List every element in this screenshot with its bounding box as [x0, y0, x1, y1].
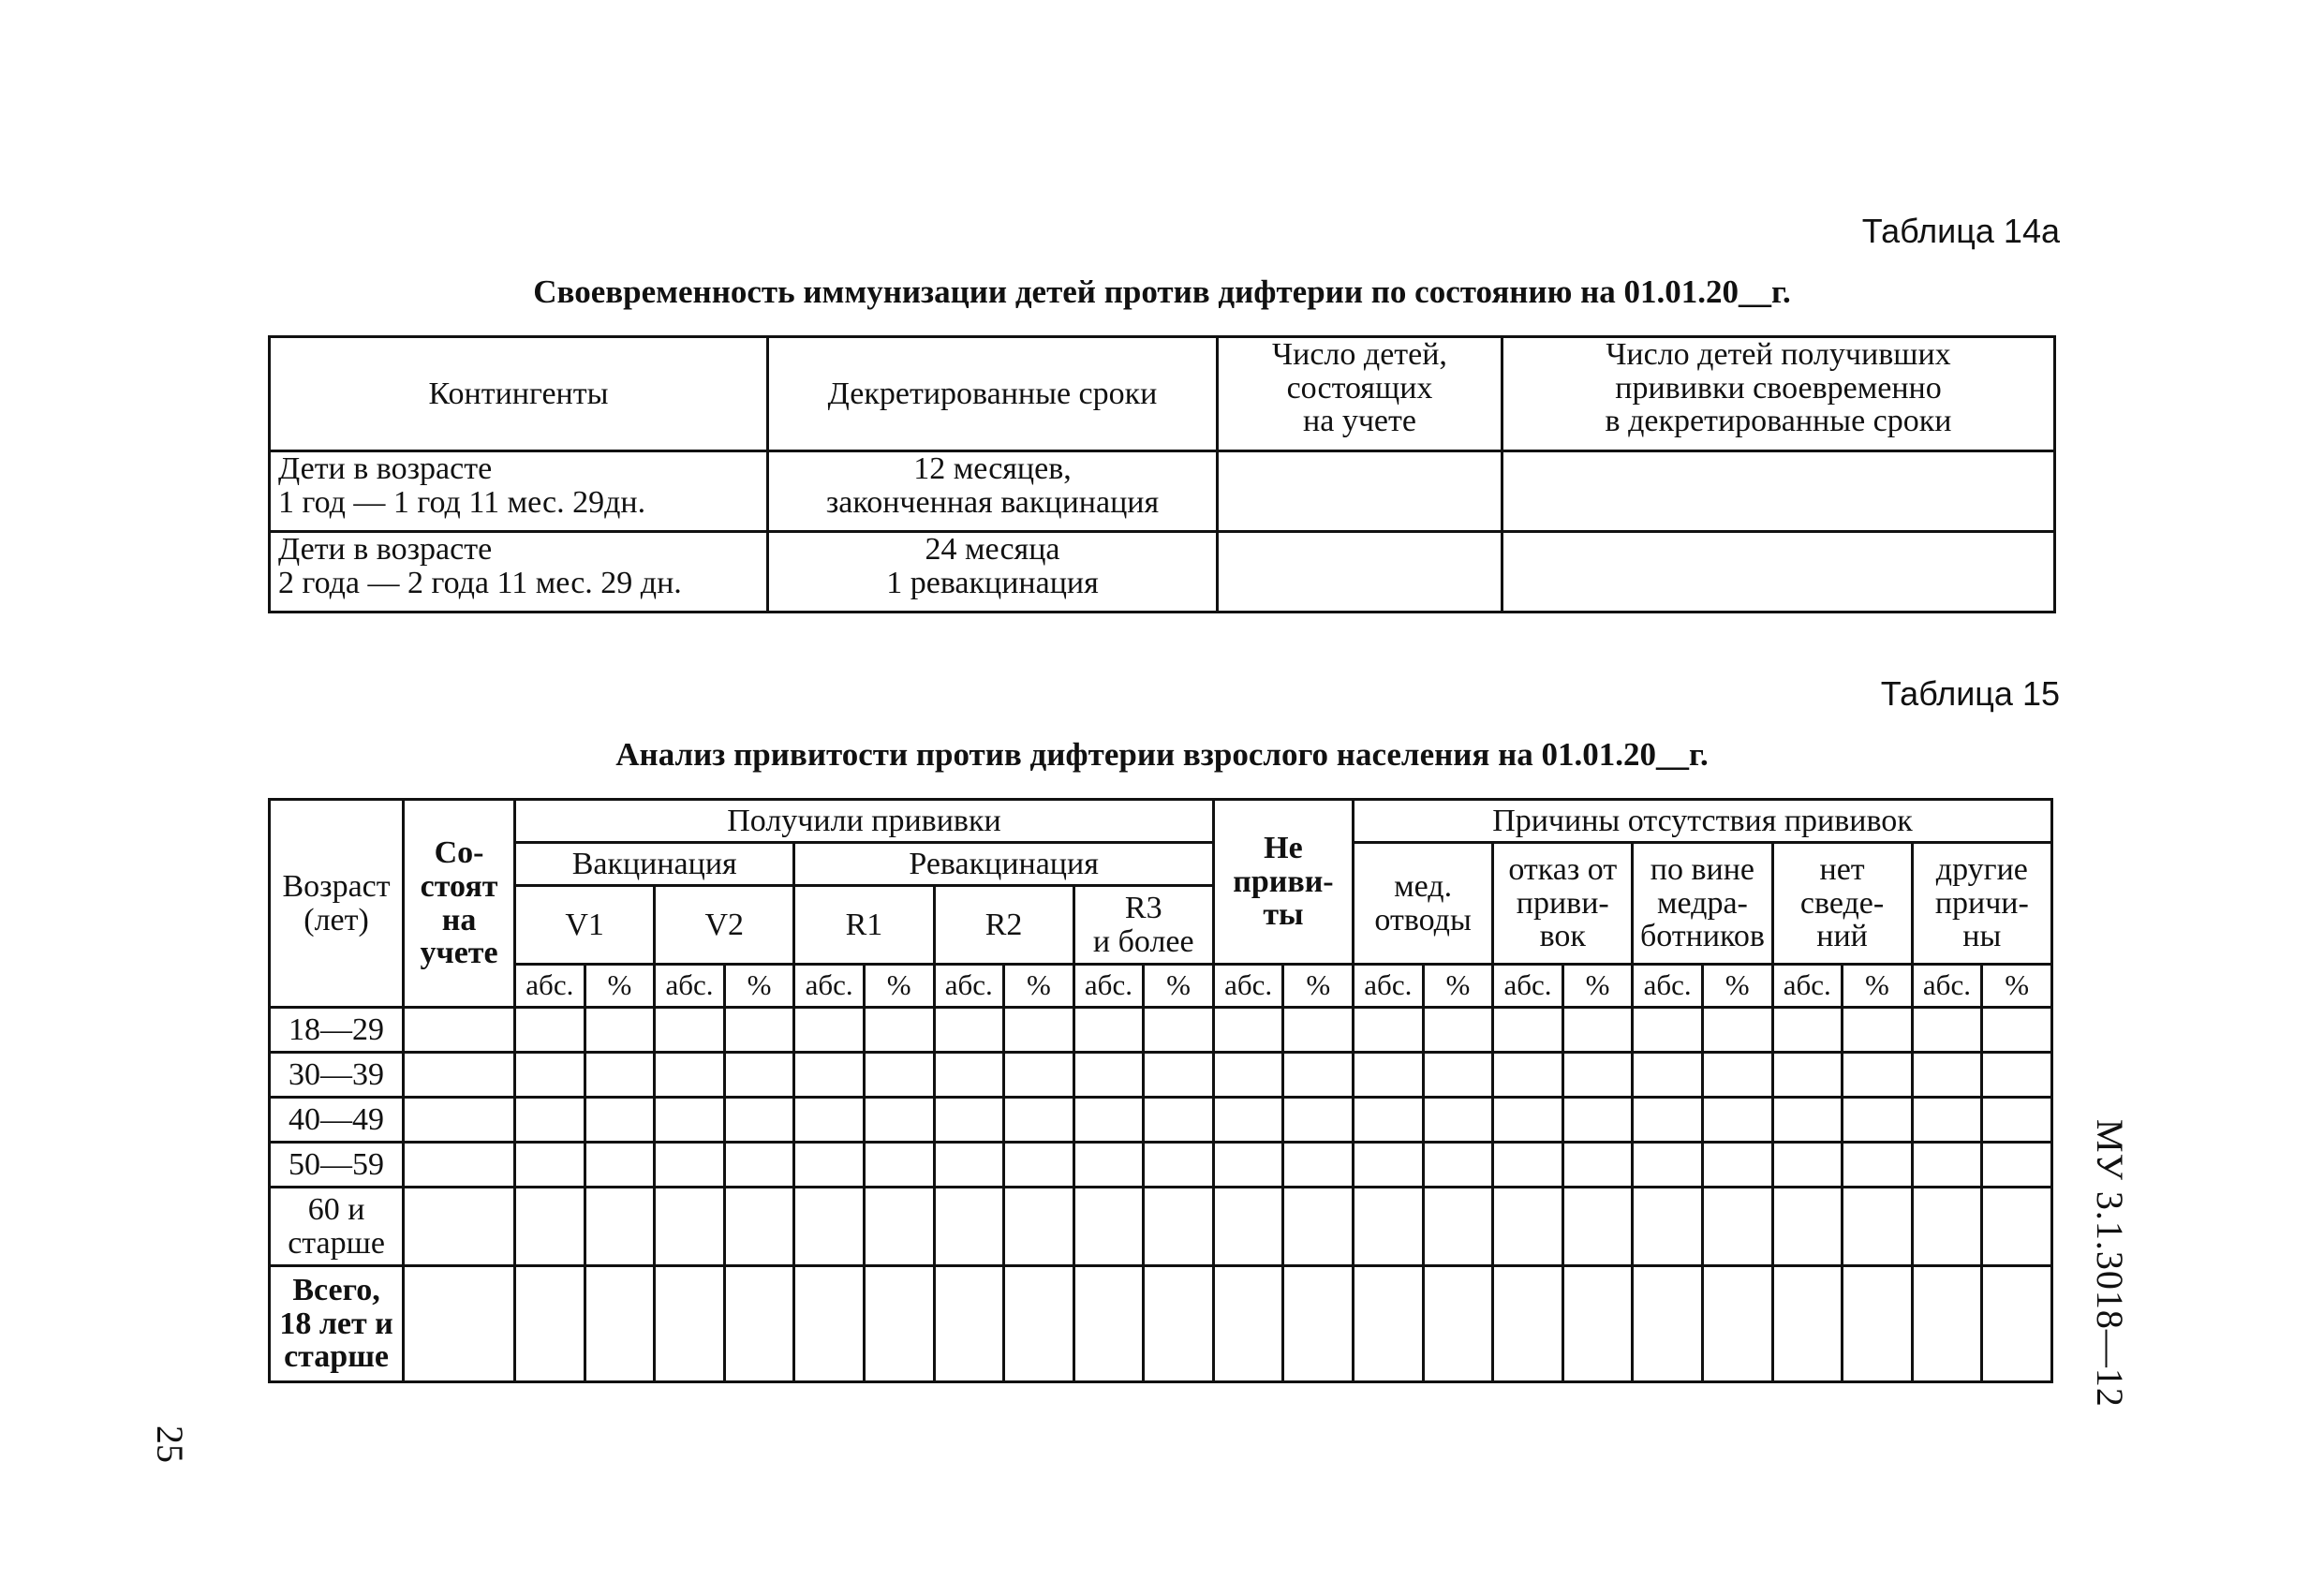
value-cell	[1702, 1053, 1772, 1098]
value-cell	[1982, 1098, 2052, 1143]
value-cell	[1213, 1188, 1283, 1266]
value-cell	[1283, 1143, 1354, 1188]
value-cell	[1423, 1143, 1493, 1188]
age-cell: 50—59	[270, 1143, 404, 1188]
value-cell	[1912, 1188, 1982, 1266]
abs-header: абс.	[1633, 965, 1703, 1008]
value-cell	[1493, 1008, 1563, 1053]
value-cell	[1144, 1053, 1214, 1098]
value-cell	[794, 1143, 865, 1188]
value-cell	[1772, 1266, 1843, 1382]
value-cell	[1912, 1266, 1982, 1382]
header-med-exemptions: мед. отводы	[1354, 843, 1493, 965]
header-reasons: Причины отсутствия прививок	[1354, 800, 2052, 843]
value-cell	[1283, 1053, 1354, 1098]
value-cell	[1213, 1053, 1283, 1098]
value-cell	[585, 1188, 655, 1266]
value-cell	[585, 1143, 655, 1188]
value-cell	[934, 1188, 1004, 1266]
value-cell	[1843, 1143, 1913, 1188]
abs-header: абс.	[655, 965, 725, 1008]
value-cell	[1772, 1053, 1843, 1098]
registered-cell	[404, 1008, 515, 1053]
value-cell	[1354, 1008, 1424, 1053]
value-cell	[724, 1188, 794, 1266]
header-contingents: Контингенты	[270, 337, 768, 451]
pct-header: %	[1843, 965, 1913, 1008]
value-cell	[724, 1266, 794, 1382]
value-cell	[1912, 1143, 1982, 1188]
table-15-title: Анализ привитости против дифтерии взрослого населения на 01.01.20__г.	[615, 736, 1709, 773]
value-cell	[864, 1188, 934, 1266]
abs-header: абс.	[1354, 965, 1424, 1008]
value-cell	[1354, 1188, 1424, 1266]
value-cell	[1004, 1008, 1074, 1053]
value-cell	[1283, 1098, 1354, 1143]
abs-header: абс.	[1073, 965, 1144, 1008]
value-cell	[585, 1053, 655, 1098]
value-cell	[1423, 1266, 1493, 1382]
value-cell	[724, 1008, 794, 1053]
value-cell	[1982, 1143, 2052, 1188]
value-cell	[864, 1143, 934, 1188]
value-cell	[1144, 1143, 1214, 1188]
table-row	[270, 1008, 2052, 1053]
value-cell	[1213, 1143, 1283, 1188]
table-row	[270, 532, 2055, 613]
value-cell	[1843, 1098, 1913, 1143]
value-cell	[1843, 1188, 1913, 1266]
value-cell	[1843, 1266, 1913, 1382]
value-cell	[1562, 1188, 1633, 1266]
header-vaccination: Вакцинация	[515, 843, 794, 886]
page-number: 25	[149, 1425, 191, 1463]
value-cell	[1633, 1008, 1703, 1053]
registered-cell	[404, 1143, 515, 1188]
header-r1: R1	[794, 886, 934, 965]
value-cell	[1633, 1053, 1703, 1098]
value-cell	[724, 1098, 794, 1143]
value-cell	[864, 1266, 934, 1382]
value-cell	[1073, 1053, 1144, 1098]
value-cell	[1073, 1098, 1144, 1143]
empty-cell	[1502, 451, 2055, 532]
value-cell	[1843, 1053, 1913, 1098]
empty-cell	[1218, 532, 1502, 613]
value-cell	[655, 1266, 725, 1382]
header-not-vaccinated: Не приви- ты	[1213, 800, 1353, 965]
value-cell	[1493, 1098, 1563, 1143]
age-cell: 60 и старше	[270, 1188, 404, 1266]
abs-header: абс.	[794, 965, 865, 1008]
table-row	[270, 1188, 2052, 1266]
value-cell	[1843, 1008, 1913, 1053]
age-cell: 40—49	[270, 1098, 404, 1143]
value-cell	[1144, 1188, 1214, 1266]
header-no-info: нет сведе- ний	[1772, 843, 1912, 965]
value-cell	[1702, 1008, 1772, 1053]
table-15	[268, 798, 2053, 1383]
value-cell	[1283, 1188, 1354, 1266]
term-cell: 12 месяцев, законченная вакцинация	[768, 451, 1218, 532]
abs-header: абс.	[1772, 965, 1843, 1008]
value-cell	[794, 1188, 865, 1266]
value-cell	[864, 1053, 934, 1098]
value-cell	[655, 1188, 725, 1266]
abs-header: абс.	[934, 965, 1004, 1008]
value-cell	[515, 1143, 585, 1188]
header-other-reasons: другие причи- ны	[1912, 843, 2051, 965]
value-cell	[1633, 1266, 1703, 1382]
header-registered: Число детей, состоящих на учете	[1218, 337, 1502, 451]
value-cell	[585, 1008, 655, 1053]
value-cell	[515, 1188, 585, 1266]
value-cell	[655, 1053, 725, 1098]
value-cell	[934, 1098, 1004, 1143]
value-cell	[1354, 1143, 1424, 1188]
value-cell	[1073, 1188, 1144, 1266]
value-cell	[1423, 1098, 1493, 1143]
value-cell	[794, 1008, 865, 1053]
header-revaccination: Ревакцинация	[794, 843, 1214, 886]
value-cell	[1283, 1008, 1354, 1053]
term-cell: 24 месяца 1 ревакцинация	[768, 532, 1218, 613]
value-cell	[934, 1266, 1004, 1382]
value-cell	[1493, 1053, 1563, 1098]
value-cell	[1354, 1053, 1424, 1098]
total-label-cell: Всего, 18 лет и старше	[270, 1266, 404, 1382]
value-cell	[1702, 1266, 1772, 1382]
pct-header: %	[1144, 965, 1214, 1008]
table-14a-caption: Таблица 14а	[1861, 212, 2060, 250]
value-cell	[934, 1143, 1004, 1188]
value-cell	[515, 1053, 585, 1098]
value-cell	[1493, 1266, 1563, 1382]
value-cell	[1004, 1188, 1074, 1266]
value-cell	[1073, 1008, 1144, 1053]
value-cell	[1354, 1266, 1424, 1382]
value-cell	[1283, 1266, 1354, 1382]
table-14a	[268, 335, 2056, 613]
pct-header: %	[585, 965, 655, 1008]
pct-header: %	[1283, 965, 1354, 1008]
value-cell	[1354, 1098, 1424, 1143]
pct-header: %	[724, 965, 794, 1008]
value-cell	[1633, 1143, 1703, 1188]
registered-cell	[404, 1053, 515, 1098]
value-cell	[515, 1266, 585, 1382]
value-cell	[724, 1053, 794, 1098]
value-cell	[655, 1008, 725, 1053]
value-cell	[1772, 1008, 1843, 1053]
value-cell	[1562, 1053, 1633, 1098]
empty-cell	[1502, 532, 2055, 613]
document-code: МУ 3.1.3018—12	[2089, 1119, 2131, 1408]
value-cell	[1982, 1053, 2052, 1098]
table-row	[270, 1053, 2052, 1098]
value-cell	[655, 1098, 725, 1143]
value-cell	[1004, 1098, 1074, 1143]
table-14a-title: Своевременность иммунизации детей против дифтерии по состоянию на 01.01.20__г.	[533, 273, 1791, 310]
abs-header: абс.	[515, 965, 585, 1008]
value-cell	[1982, 1008, 2052, 1053]
value-cell	[1912, 1053, 1982, 1098]
value-cell	[1144, 1098, 1214, 1143]
value-cell	[1073, 1143, 1144, 1188]
value-cell	[1982, 1266, 2052, 1382]
value-cell	[1144, 1008, 1214, 1053]
value-cell	[655, 1143, 725, 1188]
table-row	[270, 1098, 2052, 1143]
value-cell	[585, 1266, 655, 1382]
total-row	[270, 1266, 2052, 1382]
value-cell	[1423, 1008, 1493, 1053]
header-v1: V1	[515, 886, 655, 965]
pct-header: %	[1702, 965, 1772, 1008]
value-cell	[1213, 1008, 1283, 1053]
value-cell	[1702, 1143, 1772, 1188]
age-cell: 18—29	[270, 1008, 404, 1053]
abs-header: абс.	[1493, 965, 1563, 1008]
header-medworkers-fault: по вине медра- ботников	[1633, 843, 1772, 965]
header-terms: Декретированные сроки	[768, 337, 1218, 451]
value-cell	[1982, 1188, 2052, 1266]
value-cell	[1423, 1053, 1493, 1098]
value-cell	[794, 1266, 865, 1382]
header-vaccinated-on-time: Число детей получивших прививки своевременно в декретированные сроки	[1502, 337, 2055, 451]
value-cell	[1772, 1143, 1843, 1188]
pct-header: %	[864, 965, 934, 1008]
header-r3: R3 и более	[1073, 886, 1213, 965]
header-refusal: отказ от приви- вок	[1493, 843, 1633, 965]
value-cell	[1702, 1188, 1772, 1266]
pct-header: %	[1004, 965, 1074, 1008]
value-cell	[1144, 1266, 1214, 1382]
value-cell	[1912, 1098, 1982, 1143]
registered-cell	[404, 1266, 515, 1382]
value-cell	[1702, 1098, 1772, 1143]
value-cell	[934, 1008, 1004, 1053]
header-registered: Со- стоят на учете	[404, 800, 515, 1008]
value-cell	[794, 1053, 865, 1098]
contingent-cell: Дети в возрасте 1 год — 1 год 11 мес. 29дн.	[270, 451, 768, 532]
value-cell	[1213, 1098, 1283, 1143]
header-v2: V2	[655, 886, 794, 965]
value-cell	[864, 1008, 934, 1053]
value-cell	[1004, 1143, 1074, 1188]
value-cell	[934, 1053, 1004, 1098]
value-cell	[864, 1098, 934, 1143]
contingent-cell: Дети в возрасте 2 года — 2 года 11 мес. 29 дн.	[270, 532, 768, 613]
header-age: Возраст (лет)	[270, 800, 404, 1008]
value-cell	[515, 1008, 585, 1053]
header-r2: R2	[934, 886, 1073, 965]
table-15-caption: Таблица 15	[1880, 674, 2060, 713]
table-row	[270, 451, 2055, 532]
value-cell	[1772, 1098, 1843, 1143]
value-cell	[1004, 1266, 1074, 1382]
value-cell	[1562, 1098, 1633, 1143]
empty-cell	[1218, 451, 1502, 532]
value-cell	[1073, 1266, 1144, 1382]
value-cell	[1633, 1188, 1703, 1266]
header-received: Получили прививки	[515, 800, 1214, 843]
value-cell	[1493, 1188, 1563, 1266]
value-cell	[1562, 1266, 1633, 1382]
value-cell	[1772, 1188, 1843, 1266]
pct-header: %	[1562, 965, 1633, 1008]
registered-cell	[404, 1188, 515, 1266]
abs-pct-header-row	[270, 965, 2052, 1008]
age-cell: 30—39	[270, 1053, 404, 1098]
abs-header: абс.	[1912, 965, 1982, 1008]
abs-header: абс.	[1213, 965, 1283, 1008]
value-cell	[1562, 1143, 1633, 1188]
table-row	[270, 1143, 2052, 1188]
value-cell	[1004, 1053, 1074, 1098]
pct-header: %	[1982, 965, 2052, 1008]
value-cell	[515, 1098, 585, 1143]
value-cell	[1423, 1188, 1493, 1266]
value-cell	[794, 1098, 865, 1143]
value-cell	[1493, 1143, 1563, 1188]
value-cell	[1912, 1008, 1982, 1053]
value-cell	[585, 1098, 655, 1143]
pct-header: %	[1423, 965, 1493, 1008]
value-cell	[1213, 1266, 1283, 1382]
value-cell	[1633, 1098, 1703, 1143]
value-cell	[724, 1143, 794, 1188]
value-cell	[1562, 1008, 1633, 1053]
registered-cell	[404, 1098, 515, 1143]
